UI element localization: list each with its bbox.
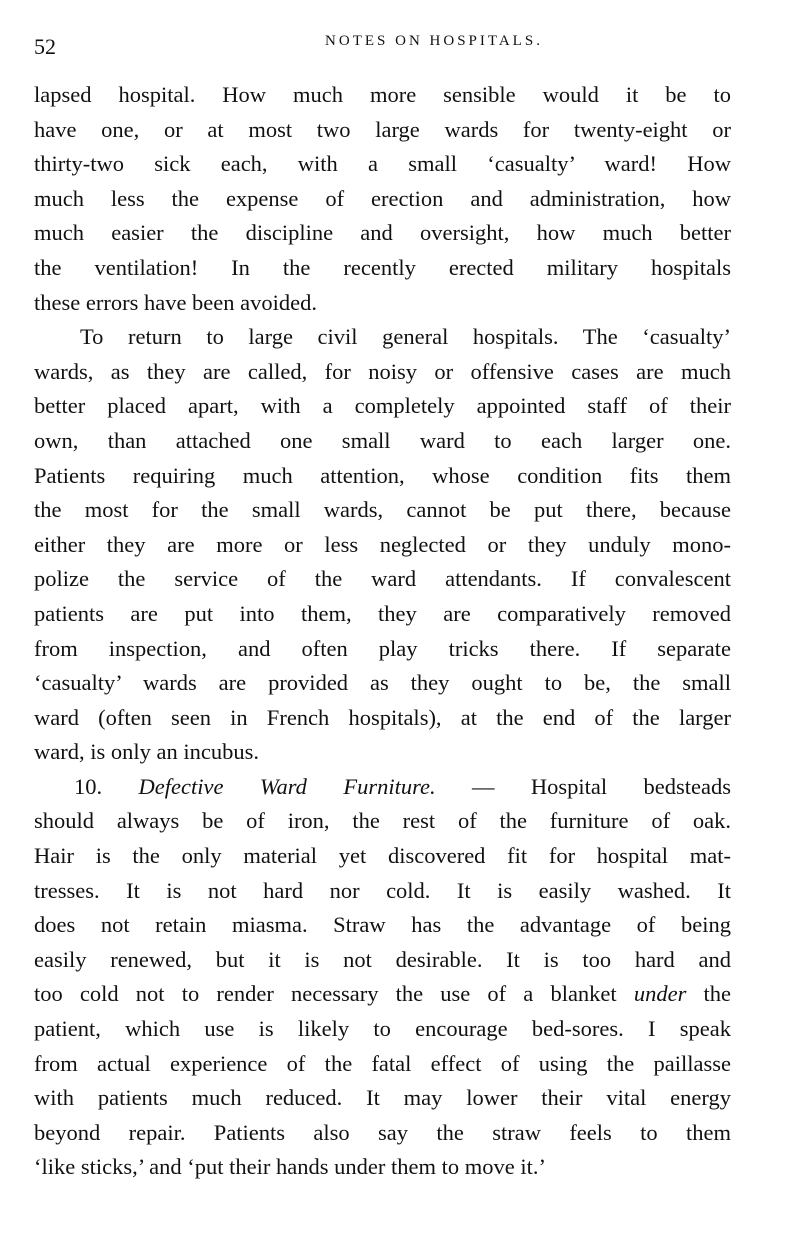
- running-title: NOTES ON HOSPITALS.: [325, 33, 543, 49]
- text-line: better placed apart, with a completely appointed staff of their: [34, 393, 731, 419]
- text-line: much less the expense of erection and administration, how: [34, 185, 731, 211]
- section-number: 10.: [74, 773, 103, 799]
- text-line: wards, as they are called, for noisy or offensive cases are much: [34, 358, 731, 384]
- body-text: [34, 78, 731, 1185]
- section-heading: Defective Ward Furniture.: [138, 773, 436, 799]
- text-line: ‘casualty’ wards are provided as they ought to be, the small: [34, 670, 731, 696]
- text-line: ‘like sticks,’ and ‘put their hands under them to move it.’: [34, 1154, 546, 1180]
- page-number: 52: [34, 34, 56, 59]
- text-line: should always be of iron, the rest of the furniture of oak.: [34, 808, 731, 834]
- text-line: To return to large civil general hospitals. The ‘casualty’: [80, 324, 731, 350]
- text-line: own, than attached one small ward to each larger one.: [34, 427, 731, 453]
- text-line: does not retain miasma. Straw has the advantage of being: [34, 912, 731, 938]
- section-heading-continuation: — Hospital bedsteads: [435, 773, 732, 799]
- text-line: the most for the small wards, cannot be put there, because: [34, 497, 731, 523]
- text-line: tresses. It is not hard nor cold. It is easily washed. It: [34, 877, 731, 903]
- text-line-with-emphasis: [34, 977, 731, 1012]
- text-line: Patients requiring much attention, whose condition fits them: [34, 462, 731, 488]
- text-line: thirty-two sick each, with a small ‘casualty’ ward! How: [34, 151, 731, 177]
- line-tail: the: [686, 981, 731, 1007]
- running-head: [34, 28, 734, 58]
- text-line: these errors have been avoided.: [34, 289, 317, 315]
- text-line: ward (often seen in French hospitals), at the end of the larger: [34, 704, 731, 730]
- text-line: beyond repair. Patients also say the straw feels to them: [34, 1119, 731, 1145]
- text-line: lapsed hospital. How much more sensible would it be to: [34, 82, 731, 107]
- text-line: polize the service of the ward attendants. If convalescent: [34, 566, 731, 592]
- line-text: too cold not to render necessary the use of a blanket: [34, 981, 634, 1007]
- text-line: ward, is only an incubus.: [34, 739, 259, 765]
- text-line: patient, which use is likely to encourage bed-sores. I speak: [34, 1016, 731, 1042]
- text-line: the ventilation! In the recently erected military hospitals: [34, 254, 731, 280]
- section-10-heading-line: [34, 770, 731, 805]
- text-line: with patients much reduced. It may lower their vital energy: [34, 1085, 731, 1111]
- text-line: much easier the discipline and oversight, how much better: [34, 220, 731, 246]
- text-line: have one, or at most two large wards for twenty-eight or: [34, 116, 731, 142]
- text-line: from actual experience of the fatal effect of using the paillasse: [34, 1050, 731, 1076]
- text-line: patients are put into them, they are comparatively removed: [34, 600, 731, 626]
- text-line: either they are more or less neglected or they unduly mono-: [34, 531, 731, 557]
- text-line: from inspection, and often play tricks there. If separate: [34, 635, 731, 661]
- text-line: easily renewed, but it is not desirable. It is too hard and: [34, 946, 731, 972]
- text-line: Hair is the only material yet discovered fit for hospital mat-: [34, 843, 731, 869]
- emphasis-under: under: [633, 981, 687, 1007]
